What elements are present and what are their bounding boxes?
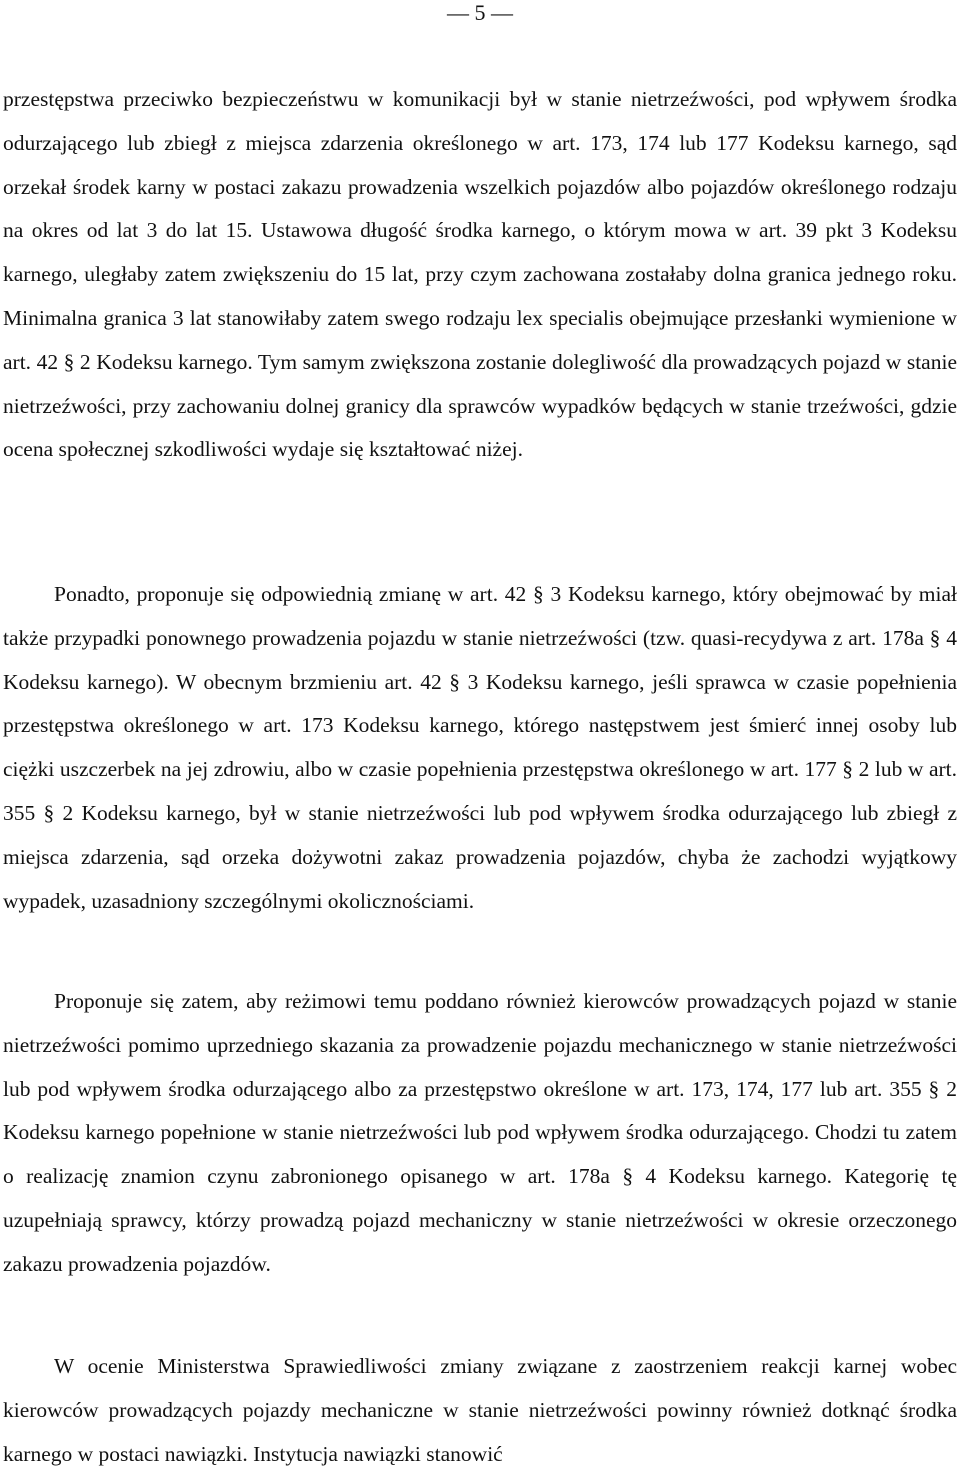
paragraph-amendment-art-42: Ponadto, proponuje się odpowiednią zmianę w art. 42 § 3 Kodeksu karnego, który obejmować by miał także przypadki ponownego prowadzenia pojazdu w stanie nietrzeźwości (tzw. quasi-recydywa z art. 178a § 4 Kodeksu karnego). W obecnym brzmieniu art. 42 § 3 Kodeksu karnego, jeśli sprawca w czasie popełnienia przestępstwa określonego w art. 173 Kodeksu karnego, którego następstwem jest śmierć innej osoby lub ciężki uszczerbek na jej zdrowiu, albo w czasie popełnienia przestępstwa określonego w art. 177 § 2 lub w art. 355 § 2 Kodeksu karnego, był w stanie nietrzeźwości lub pod wpływem środka odurzającego lub zbiegł z miejsca zdarzenia, sąd orzeka dożywotni zakaz prowadzenia pojazdów, chyba że zachodzi wyjątkowy wypadek, uzasadniony szczególnymi okolicznościami. bbox=[3, 582, 957, 913]
page-number: — 5 — bbox=[447, 0, 513, 25]
paragraph-proposal: Proponuje się zatem, aby reżimowi temu poddano również kierowców prowadzących pojazd w stanie nietrzeźwości pomimo uprzedniego skazania za prowadzenie pojazdu mechanicznego w stanie nietrzeźwości lub pod wpływem środka odurzającego albo za przestępstwo określone w art. 173, 174, 177 lub art. 355 § 2 Kodeksu karnego popełnione w stanie nietrzeźwości lub pod wpływem środka odurzającego. Chodzi tu zatem o realizację znamion czynu zabronionego opisanego w art. 178a § 4 Kodeksu karnego. Kategorię tę uzupełniają sprawcy, którzy prowadzą pojazd mechaniczny w stanie nietrzeźwości w okresie orzeczonego zakazu prowadzenia pojazdów. bbox=[3, 989, 957, 1276]
paragraph-continuation: przestępstwa przeciwko bezpieczeństwu w komunikacji był w stanie nietrzeźwości, pod wpływem środka odurzającego lub zbiegł z miejsca zdarzenia określonego w art. 173, 174 lub 177 Kodeksu karnego, sąd orzekał środek karny w postaci zakazu prowadzenia wszelkich pojazdów albo pojazdów określonego rodzaju na okres od lat 3 do lat 15. Ustawowa długość środka karnego, o którym mowa w art. 39 pkt 3 Kodeksu karnego, uległaby zatem zwiększeniu do 15 lat, przy czym zachowana zostałaby dolna granica jednego roku. Minimalna granica 3 lat stanowiłaby zatem swego rodzaju lex specialis obejmujące przesłanki wymienione w art. 42 § 2 Kodeksu karnego. Tym samym zwiększona zostanie dolegliwość dla prowadzących pojazd w stanie nietrzeźwości, przy zachowaniu dolnej granicy dla sprawców wypadków będących w stanie trzeźwości, gdzie ocena społecznej szkodliwości wydaje się kształtować niżej. bbox=[3, 87, 957, 462]
paragraph-ministry-opinion: W ocenie Ministerstwa Sprawiedliwości zmiany związane z zaostrzeniem reakcji karnej wobec kierowców prowadzących pojazdy mechaniczne w stanie nietrzeźwości powinny również dotknąć środka karnego w postaci nawiązki. Instytucja nawiązki stanowić bbox=[3, 1354, 957, 1466]
